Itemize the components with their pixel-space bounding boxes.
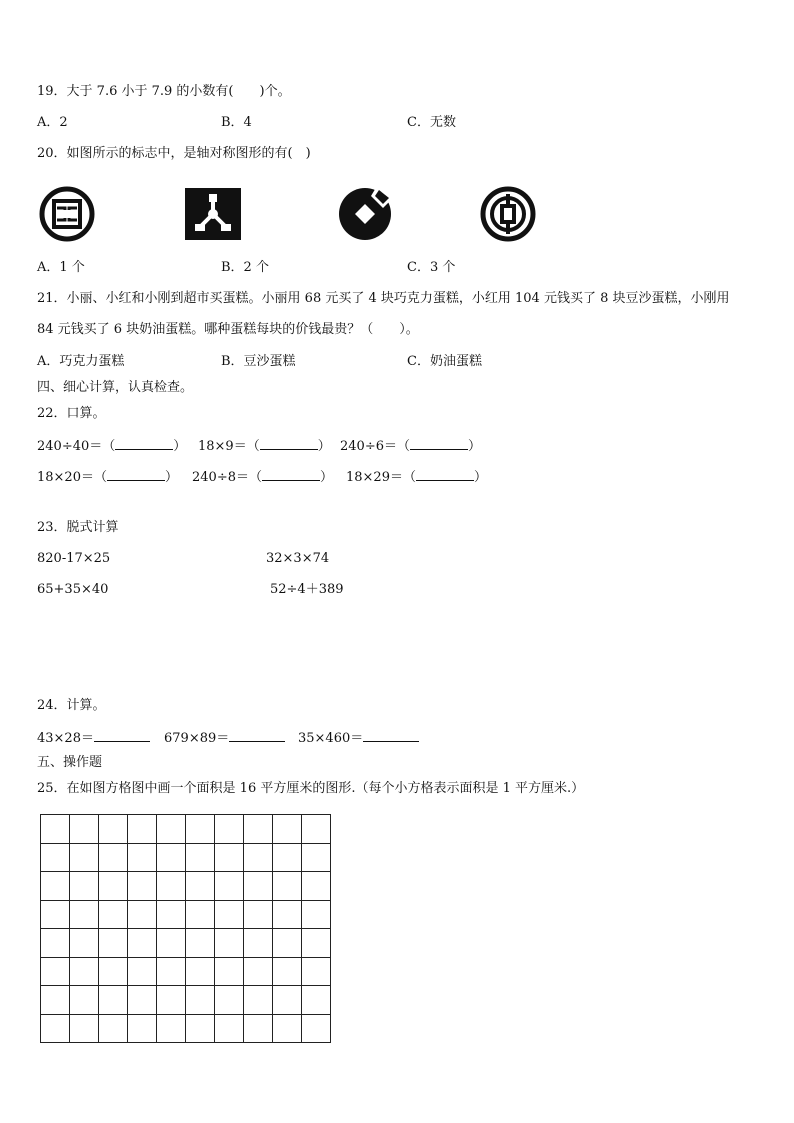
grid-cell[interactable] <box>244 815 273 844</box>
grid-cell[interactable] <box>70 957 99 986</box>
grid-cell[interactable] <box>157 986 186 1015</box>
q21-option-c: C．奶油蛋糕 <box>407 354 482 369</box>
q20-text: 20．如图所示的标志中，是轴对称图形的有( ) <box>37 146 311 161</box>
square-grid[interactable] <box>40 814 331 1043</box>
grid-row <box>41 815 331 844</box>
grid-row <box>41 843 331 872</box>
q22-close-paren: ） <box>319 470 333 485</box>
grid-cell[interactable] <box>157 872 186 901</box>
grid-cell[interactable] <box>41 986 70 1015</box>
grid-cell[interactable] <box>186 900 215 929</box>
q24-item-1-expr: 43×28＝ <box>37 731 94 746</box>
grid-cell[interactable] <box>41 872 70 901</box>
grid-cell[interactable] <box>215 957 244 986</box>
grid-cell[interactable] <box>99 986 128 1015</box>
circle-diamond-logo-icon <box>335 184 395 244</box>
q20-option-c: C．3 个 <box>407 260 456 275</box>
grid-cell[interactable] <box>99 957 128 986</box>
answer-blank[interactable] <box>94 729 150 742</box>
grid-cell[interactable] <box>128 986 157 1015</box>
grid-cell[interactable] <box>70 1014 99 1043</box>
q24-item-3-expr: 35×460＝ <box>298 731 364 746</box>
grid-cell[interactable] <box>302 900 331 929</box>
grid-cell[interactable] <box>186 872 215 901</box>
q22-close-paren: ） <box>317 439 331 454</box>
grid-cell[interactable] <box>70 929 99 958</box>
grid-cell[interactable] <box>302 986 331 1015</box>
grid-cell[interactable] <box>273 957 302 986</box>
grid-cell[interactable] <box>157 957 186 986</box>
q24-item-3 <box>298 729 419 747</box>
section5-heading: 五、操作题 <box>37 755 103 770</box>
grid-cell[interactable] <box>244 986 273 1015</box>
grid-cell[interactable] <box>244 1014 273 1043</box>
grid-cell[interactable] <box>186 986 215 1015</box>
grid-row <box>41 1014 331 1043</box>
grid-cell[interactable] <box>215 815 244 844</box>
grid-cell[interactable] <box>99 900 128 929</box>
q22-item-2-expr: 18×9＝（ <box>198 439 260 454</box>
q24-item-1 <box>37 729 150 747</box>
grid-cell[interactable] <box>273 815 302 844</box>
q22-item-1-expr: 240÷40＝（ <box>37 439 116 454</box>
grid-cell[interactable] <box>157 815 186 844</box>
grid-cell[interactable] <box>244 900 273 929</box>
grid-cell[interactable] <box>128 900 157 929</box>
grid-cell[interactable] <box>215 872 244 901</box>
q22-close-paren: ） <box>173 439 187 454</box>
grid-cell[interactable] <box>70 815 99 844</box>
grid-cell[interactable] <box>186 843 215 872</box>
q22-item-3-expr: 240÷6＝（ <box>340 439 410 454</box>
grid-cell[interactable] <box>99 1014 128 1043</box>
grid-cell[interactable] <box>186 929 215 958</box>
q21-line1: 21．小丽、小红和小刚到超市买蛋糕。小丽用 68 元买了 4 块巧克力蛋糕，小红用 104 元钱买了 8 块豆沙蛋糕，小刚用 <box>37 291 730 306</box>
q23-item-2: 32×3×74 <box>266 551 330 566</box>
grid-cell[interactable] <box>128 872 157 901</box>
section4-heading: 四、细心计算，认真检查。 <box>37 380 194 395</box>
q22-item-2 <box>198 437 331 455</box>
grid-cell[interactable] <box>302 815 331 844</box>
q23-title: 23．脱式计算 <box>37 520 119 535</box>
grid-cell[interactable] <box>186 815 215 844</box>
grid-row <box>41 900 331 929</box>
q22-close-paren: ） <box>473 470 487 485</box>
grid-row <box>41 872 331 901</box>
q22-item-5-expr: 240÷8＝（ <box>192 470 262 485</box>
q23-item-1: 820-17×25 <box>37 551 111 566</box>
q21-option-a: A．巧克力蛋糕 <box>37 354 125 369</box>
grid-cell[interactable] <box>41 957 70 986</box>
grid-cell[interactable] <box>186 957 215 986</box>
grid-cell[interactable] <box>41 900 70 929</box>
grid-cell[interactable] <box>128 843 157 872</box>
grid-cell[interactable] <box>157 900 186 929</box>
q20-option-a: A．1 个 <box>37 260 85 275</box>
q22-item-6 <box>346 468 487 486</box>
q19-option-b: B．4 <box>221 115 252 130</box>
answer-blank[interactable] <box>262 468 320 481</box>
grid-cell[interactable] <box>273 929 302 958</box>
q21-line2: 84 元钱买了 6 块奶油蛋糕。哪种蛋糕每块的价钱最贵？（ ）。 <box>37 322 419 337</box>
grid-cell[interactable] <box>99 815 128 844</box>
answer-blank[interactable] <box>229 729 285 742</box>
grid-cell[interactable] <box>128 957 157 986</box>
grid-cell[interactable] <box>157 1014 186 1043</box>
q20-option-b: B．2 个 <box>221 260 269 275</box>
q22-close-paren: ） <box>164 470 178 485</box>
grid-cell[interactable] <box>70 986 99 1015</box>
grid-cell[interactable] <box>70 843 99 872</box>
grid-cell[interactable] <box>215 900 244 929</box>
grid-cell[interactable] <box>215 843 244 872</box>
grid-cell[interactable] <box>99 872 128 901</box>
grid-cell[interactable] <box>302 957 331 986</box>
grid-cell[interactable] <box>41 815 70 844</box>
grid-cell[interactable] <box>128 929 157 958</box>
grid-cell[interactable] <box>99 843 128 872</box>
grid-row <box>41 957 331 986</box>
q22-close-paren: ） <box>467 439 481 454</box>
grid-cell[interactable] <box>70 900 99 929</box>
q24-title: 24．计算。 <box>37 698 106 713</box>
grid-cell[interactable] <box>215 1014 244 1043</box>
grid-cell[interactable] <box>215 929 244 958</box>
grid-cell[interactable] <box>273 986 302 1015</box>
q25-text: 25．在如图方格图中画一个面积是 16 平方厘米的图形.（每个小方格表示面积是 1 平方厘米.） <box>37 781 585 796</box>
ccb-style-tree-logo-icon <box>185 188 241 240</box>
answer-blank[interactable] <box>260 437 318 450</box>
answer-blank[interactable] <box>363 729 419 742</box>
answer-blank[interactable] <box>410 437 468 450</box>
grid-cell[interactable] <box>99 929 128 958</box>
grid-cell[interactable] <box>244 872 273 901</box>
q22-item-4-expr: 18×20＝（ <box>37 470 107 485</box>
grid-cell[interactable] <box>273 843 302 872</box>
grid-cell[interactable] <box>273 872 302 901</box>
q24-item-2 <box>164 729 285 747</box>
grid-cell[interactable] <box>302 1014 331 1043</box>
q22-item-3 <box>340 437 481 455</box>
answer-blank[interactable] <box>107 468 165 481</box>
q24-item-2-expr: 679×89＝ <box>164 731 230 746</box>
q22-item-6-expr: 18×29＝（ <box>346 470 416 485</box>
grid-row <box>41 929 331 958</box>
q19-option-c: C．无数 <box>407 115 456 130</box>
q22-item-4 <box>37 468 178 486</box>
q22-title: 22．口算。 <box>37 406 106 421</box>
grid-cell[interactable] <box>157 843 186 872</box>
grid-cell[interactable] <box>244 843 273 872</box>
answer-blank[interactable] <box>416 468 474 481</box>
q19-text: 19．大于 7.6 小于 7.9 的小数有( )个。 <box>37 84 291 99</box>
grid-cell[interactable] <box>302 929 331 958</box>
grid-cell[interactable] <box>244 929 273 958</box>
grid-cell[interactable] <box>186 1014 215 1043</box>
grid-cell[interactable] <box>302 872 331 901</box>
q23-item-4: 52÷4＋389 <box>270 582 344 597</box>
q19-option-a: A．2 <box>37 115 68 130</box>
q22-item-5 <box>192 468 333 486</box>
grid-cell[interactable] <box>70 872 99 901</box>
grid-cell[interactable] <box>128 815 157 844</box>
coin-logo-icon <box>478 184 538 244</box>
q23-item-3: 65+35×40 <box>37 582 109 597</box>
answer-blank[interactable] <box>115 437 173 450</box>
grid-cell[interactable] <box>273 900 302 929</box>
grid-cell[interactable] <box>302 843 331 872</box>
grid-cell[interactable] <box>244 957 273 986</box>
q21-option-b: B．豆沙蛋糕 <box>221 354 296 369</box>
grid-cell[interactable] <box>41 1014 70 1043</box>
grid-cell[interactable] <box>128 1014 157 1043</box>
grid-cell[interactable] <box>41 843 70 872</box>
q22-item-1 <box>37 437 186 455</box>
grid-cell[interactable] <box>157 929 186 958</box>
grid-cell[interactable] <box>215 986 244 1015</box>
grid-cell[interactable] <box>273 1014 302 1043</box>
icbc-logo-icon <box>37 184 97 244</box>
grid-cell[interactable] <box>41 929 70 958</box>
grid-row <box>41 986 331 1015</box>
